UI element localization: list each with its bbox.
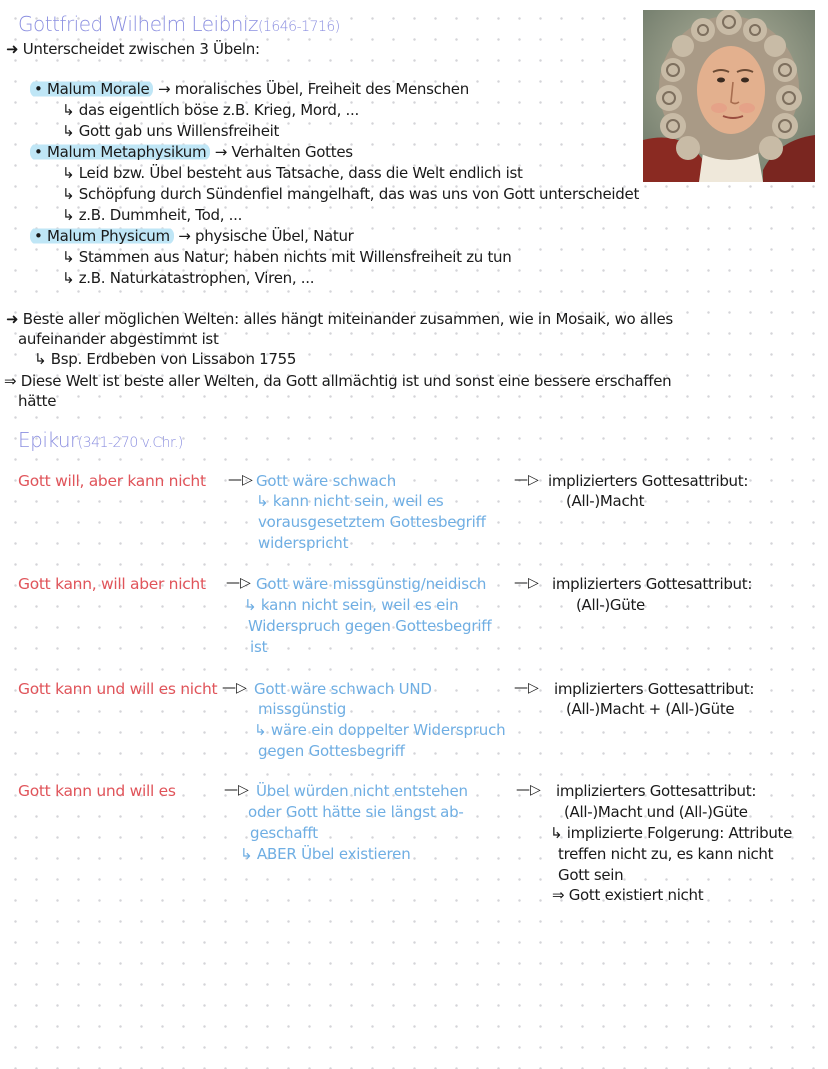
evil-metaphysikum-point-3: ↳ z.B. Dummheit, Tod, ... xyxy=(62,206,243,224)
case-4-attr-arrow-icon: —▷ xyxy=(516,782,541,798)
case-4-attribute-3: ↳ implizierte Folgerung: Attribute xyxy=(550,824,793,842)
case-2-premise: Gott kann, will aber nicht xyxy=(18,575,206,593)
case-4-attribute-5: Gott sein xyxy=(558,866,624,884)
case-4-arrow-icon: —▷ xyxy=(224,782,249,798)
case-3-arrow-icon: —▷ xyxy=(222,680,247,696)
evil-metaphysikum-desc: → Verhalten Gottes xyxy=(214,143,353,161)
best-world-example: ↳ Bsp. Erdbeben von Lissabon 1755 xyxy=(34,350,297,368)
evil-metaphysikum-point-2: ↳ Schöpfung durch Sündenfiel mangelhaft, das was uns von Gott unterscheidet xyxy=(62,185,640,203)
case-1-arrow-icon: —▷ xyxy=(228,472,253,488)
best-world-conclusion-1: ⇒ Diese Welt ist beste aller Welten, da Gott allmächtig ist und sonst eine bessere erschaffen xyxy=(4,372,672,390)
case-2-attribute-2: (All-)Güte xyxy=(576,596,645,614)
leibniz-portrait xyxy=(643,10,815,182)
case-4-attribute-4: treffen nicht zu, es kann nicht xyxy=(558,845,774,863)
case-4-consequence-3: geschafft xyxy=(250,824,318,842)
case-2-attr-arrow-icon: —▷ xyxy=(514,575,539,591)
case-4-attribute-2: (All-)Macht und (All-)Güte xyxy=(564,803,748,821)
case-3-consequence-4: gegen Gottesbegriff xyxy=(258,742,405,760)
case-3-consequence-3: ↳ wäre ein doppelter Widerspruch xyxy=(254,721,506,739)
evil-metaphysikum xyxy=(30,143,353,161)
case-3-consequence-2: missgünstig xyxy=(258,700,347,718)
case-1-attr-arrow-icon: —▷ xyxy=(514,472,539,488)
case-4-attribute-1: implizierters Gottesattribut: xyxy=(556,782,757,800)
leibniz-title xyxy=(18,12,340,36)
evil-morale xyxy=(30,80,469,98)
case-3-attr-arrow-icon: —▷ xyxy=(514,680,539,696)
case-3-premise: Gott kann und will es nicht xyxy=(18,680,218,698)
evil-metaphysikum-name: • Malum Metaphysikum xyxy=(30,143,210,161)
case-1-premise: Gott will, aber kann nicht xyxy=(18,472,206,490)
leibniz-dates: (1646-1716) xyxy=(258,19,340,35)
evil-physicum-desc: → physische Übel, Natur xyxy=(178,227,354,245)
evil-morale-point-1: ↳ das eigentlich böse z.B. Krieg, Mord, ... xyxy=(62,101,359,119)
evil-physicum xyxy=(30,227,354,245)
case-2-arrow-icon: —▷ xyxy=(226,575,251,591)
leibniz-name: Gottfried Wilhelm Leibniz xyxy=(18,12,258,36)
case-4-premise: Gott kann und will es xyxy=(18,782,176,800)
case-3-attribute-2: (All-)Macht + (All-)Güte xyxy=(566,700,735,718)
best-world-line-2: aufeinander abgestimmt ist xyxy=(18,330,219,348)
case-2-attribute-1: implizierters Gottesattribut: xyxy=(552,575,753,593)
evil-morale-name: • Malum Morale xyxy=(30,80,153,98)
case-2-consequence-2: ↳ kann nicht sein, weil es ein xyxy=(244,596,459,614)
evil-morale-desc: → moralisches Übel, Freiheit des Menschen xyxy=(157,80,469,98)
case-2-consequence-4: ist xyxy=(250,638,268,656)
evil-morale-point-2: ↳ Gott gab uns Willensfreiheit xyxy=(62,122,280,140)
portrait-image xyxy=(643,10,815,182)
case-1-consequence-1: Gott wäre schwach xyxy=(256,472,397,490)
case-4-consequence-1: Übel würden nicht entstehen xyxy=(256,782,468,800)
evil-metaphysikum-point-1: ↳ Leid bzw. Übel besteht aus Tatsache, dass die Welt endlich ist xyxy=(62,164,523,182)
case-1-consequence-2: ↳ kann nicht sein, weil es xyxy=(256,492,444,510)
case-2-consequence-3: Widerspruch gegen Gottesbegriff xyxy=(248,617,492,635)
case-3-consequence-1: Gott wäre schwach UND xyxy=(254,680,432,698)
case-1-consequence-4: widerspricht xyxy=(258,534,349,552)
evil-physicum-name: • Malum Physicum xyxy=(30,227,174,245)
case-1-attribute-2: (All-)Macht xyxy=(566,492,645,510)
epikur-dates: (341-270 v.Chr.) xyxy=(77,435,183,451)
epikur-name: Epikur xyxy=(18,428,78,452)
evil-physicum-point-1: ↳ Stammen aus Natur; haben nichts mit Willensfreiheit zu tun xyxy=(62,248,512,266)
leibniz-intro: ➜ Unterscheidet zwischen 3 Übeln: xyxy=(6,40,260,58)
best-world-line-1: ➜ Beste aller möglichen Welten: alles hängt miteinander zusammen, wie in Mosaik, wo alles xyxy=(6,310,673,328)
case-1-consequence-3: vorausgesetztem Gottesbegriff xyxy=(258,513,486,531)
case-3-attribute-1: implizierters Gottesattribut: xyxy=(554,680,755,698)
epikur-title xyxy=(18,428,183,452)
case-1-attribute-1: implizierters Gottesattribut: xyxy=(548,472,749,490)
case-4-attribute-6: ⇒ Gott existiert nicht xyxy=(552,886,704,904)
best-world-conclusion-2: hätte xyxy=(18,392,57,410)
case-2-consequence-1: Gott wäre missgünstig/neidisch xyxy=(256,575,487,593)
case-4-consequence-2: oder Gott hätte sie längst ab- xyxy=(248,803,464,821)
evil-physicum-point-2: ↳ z.B. Naturkatastrophen, Viren, ... xyxy=(62,269,315,287)
case-4-consequence-4: ↳ ABER Übel existieren xyxy=(240,845,411,863)
